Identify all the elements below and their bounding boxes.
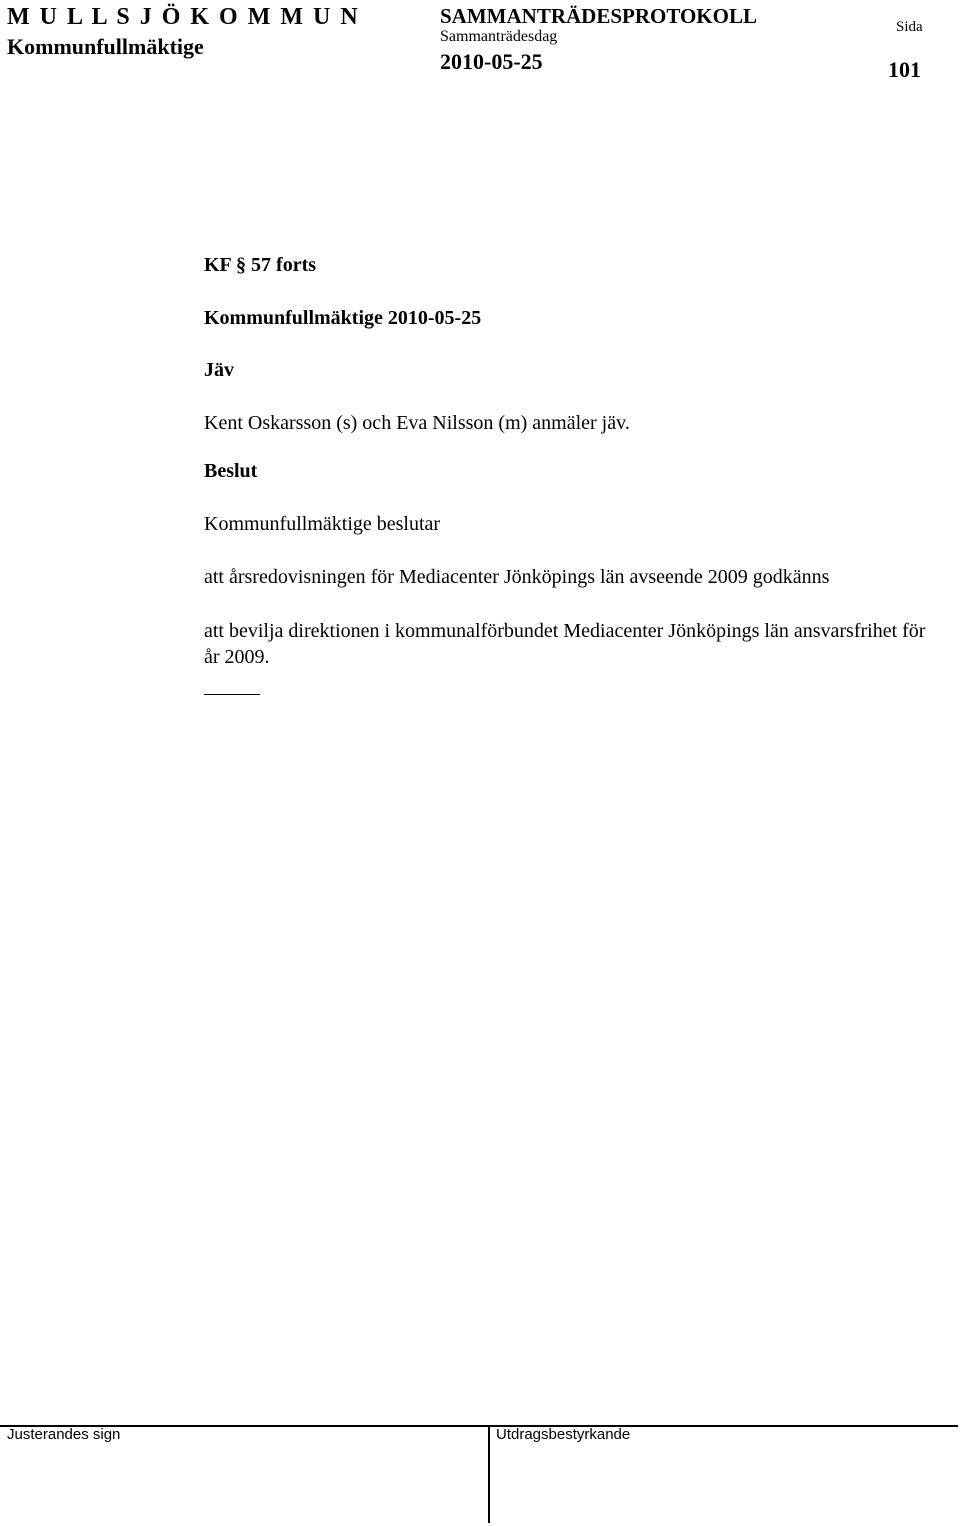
meeting-line: Kommunfullmäktige 2010-05-25 — [204, 307, 482, 329]
footer-divider — [488, 1425, 490, 1523]
certification-label: Utdragsbestyrkande — [496, 1426, 631, 1443]
decision-item-1: att årsredovisningen för Mediacenter Jönköpings län avseende 2009 godkänns — [204, 566, 830, 588]
decision-intro: Kommunfullmäktige beslutar — [204, 513, 441, 535]
meeting-date-label: Sammanträdesdag — [440, 28, 558, 45]
document-type: SAMMANTRÄDESPROTOKOLL — [440, 4, 757, 28]
decision-heading: Beslut — [204, 460, 258, 482]
organization-name: M U L L S J Ö K O M M U N — [7, 4, 360, 30]
page-label: Sida — [896, 19, 923, 35]
section-heading: KF § 57 forts — [204, 254, 317, 276]
conflict-heading: Jäv — [204, 359, 234, 381]
footer-rule — [0, 1425, 958, 1427]
meeting-date: 2010-05-25 — [440, 49, 543, 74]
signature-label: Justerandes sign — [7, 1426, 121, 1443]
decision-item-2: att bevilja direktionen i kommunalförbundet Mediacenter Jönköpings län ansvarsfrihet för år 2009. — [204, 620, 926, 668]
end-rule — [204, 694, 260, 695]
conflict-text: Kent Oskarsson (s) och Eva Nilsson (m) anmäler jäv. — [204, 412, 630, 434]
page-number: 101 — [888, 57, 921, 82]
body-name: Kommunfullmäktige — [7, 34, 204, 59]
